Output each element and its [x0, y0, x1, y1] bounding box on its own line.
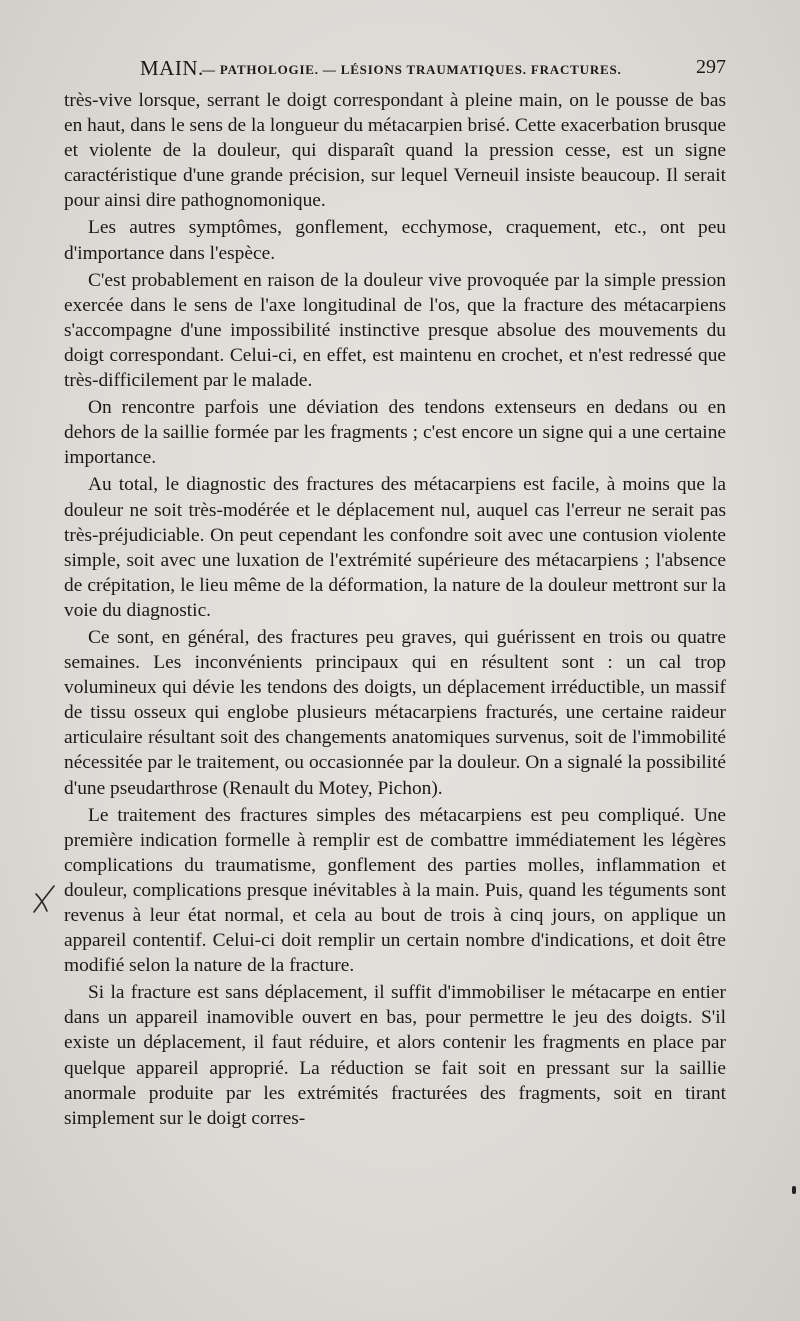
body-text: [64, 88, 726, 1133]
section-title: — PATHOLOGIE. — LÉSIONS TRAUMATIQUES. FRACTURES.: [202, 62, 622, 77]
paragraph: Le traitement des fractures simples des métacarpiens est peu compliqué. Une première indication formelle à remplir est de combattre immédiatement les légères complications du traumatisme, gonflement des parties molles, inflammation et douleur, complications presque inévitables à la main. Puis, quand les téguments sont revenus à leur état normal, et cela au bout de trois à cinq jours, on applique un appareil contentif. Celui-ci doit remplir un certain nombre d'indications, et doit être modifié selon la nature de la fracture.: [64, 804, 726, 977]
ink-speck: [792, 1186, 796, 1194]
paragraph: très-vive lorsque, serrant le doigt correspondant à pleine main, on le pousse de bas en haut, dans le sens de la longueur du métacarpien brisé. Cette exacerbation brusque et violente de la douleur, qui disparaît quand la pression cesse, est un signe caractéristique d'une grande précision, sur lequel Verneuil insiste beaucoup. Il serait pour ainsi dire pathognomonique.: [64, 90, 726, 212]
handwritten-cross-mark-icon: [30, 884, 58, 914]
paragraph: Si la fracture est sans déplacement, il suffit d'immobiliser le métacarpe en entier dans un appareil inamovible ouvert en bas, pour permettre le jeu des doigts. S'il existe un déplacement, il faut réduire, et alors contenir les fragments en place par quelque appareil approprié. La réduction se fait soit en pressant sur la saillie anormale produite par les extrémités fracturées des fragments, soit en tirant simplement sur le doigt corres-: [64, 982, 726, 1129]
paragraph: Les autres symptômes, gonflement, ecchymose, craquement, etc., ont peu d'importance dans l'espèce.: [64, 217, 726, 264]
paragraph: Ce sont, en général, des fractures peu graves, qui guérissent en trois ou quatre semaines. Les inconvénients principaux qui en résultent sont : un cal trop volumineux qui dévie les tendons des doigts, un déplacement irréductible, un massif de tissu osseux qui englobe plusieurs métacarpiens fracturés, une certaine raideur articulaire résultant soit des changements anatomiques survenus, soit de l'immobilité nécessitée par le traitement, ou occasionnée par la douleur. On a signalé la possibilité d'une pseudarthrose (Renault du Motey, Pichon).: [64, 626, 726, 799]
paragraph: Au total, le diagnostic des fractures des métacarpiens est facile, à moins que la douleur ne soit très-modérée et le déplacement nul, auquel cas l'erreur ne serait pas très-préjudiciable. On peut cependant les confondre soit avec une contusion violente simple, soit avec une luxation de l'extrémité supérieure des métacarpiens ; l'absence de crépitation, le lieu même de la déformation, la nature de la douleur mettront sur la voie du diagnostic.: [64, 474, 726, 621]
paragraph: C'est probablement en raison de la douleur vive provoquée par la simple pression exercée dans le sens de l'axe longitudinal de l'os, que la fracture des métacarpiens s'accompagne d'une impossibilité instinctive presque absolue des mouvements du doigt correspondant. Celui-ci, en effet, est maintenu en crochet, et n'est redressé que très-difficilement par le malade.: [64, 269, 726, 392]
running-header: [140, 56, 726, 82]
chapter-title: MAIN.: [140, 56, 204, 80]
page-number: 297: [696, 56, 726, 78]
paragraph: On rencontre parfois une déviation des tendons extenseurs en dedans ou en dehors de la saillie formée par les fragments ; c'est encore un signe qui a une certaine importance.: [64, 397, 726, 469]
